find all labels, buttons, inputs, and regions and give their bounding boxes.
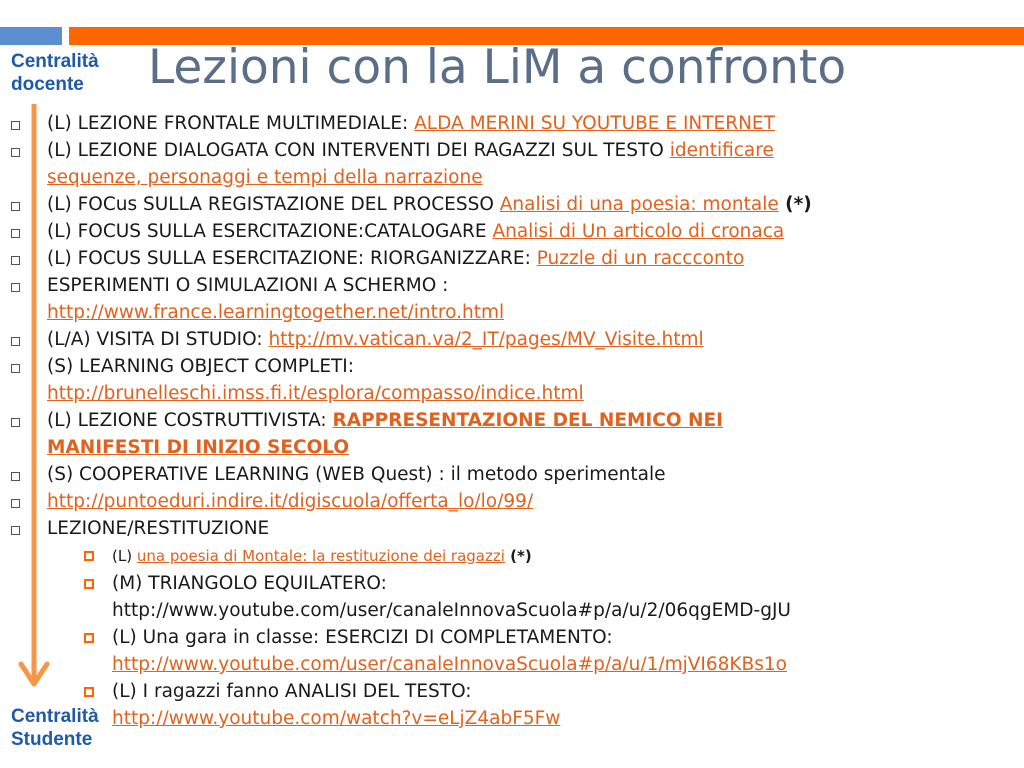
item-url-text: http://www.youtube.com/user/canaleInnovaScuola#p/a/u/2/06qgEMD-gJU bbox=[112, 600, 791, 621]
list-item bbox=[0, 407, 1024, 461]
item-link[interactable]: http://mv.vatican.va/2_IT/pages/MV_Visite.html bbox=[268, 329, 704, 350]
item-link[interactable]: Puzzle di un raccconto bbox=[536, 248, 745, 269]
item-text: (L) FOCus SULLA REGISTAZIONE DEL PROCESSO bbox=[47, 194, 500, 215]
square-bullet-icon bbox=[11, 418, 20, 427]
item-link[interactable]: http://puntoeduri.indire.it/digiscuola/offerta_lo/lo/99/ bbox=[47, 491, 534, 512]
item-link-continued[interactable]: sequenze, personaggi e tempi della narrazione bbox=[47, 167, 483, 188]
item-link[interactable]: http://www.france.learningtogether.net/intro.html bbox=[47, 302, 505, 323]
item-text: (L) FOCUS SULLA ESERCITAZIONE:CATALOGARE bbox=[47, 221, 493, 242]
item-text: (L) LEZIONE DIALOGATA CON INTERVENTI DEI RAGAZZI SUL TESTO bbox=[47, 140, 670, 161]
list-item bbox=[0, 245, 1024, 272]
sub-list-item bbox=[0, 570, 1024, 624]
list-item bbox=[0, 353, 1024, 407]
list-item bbox=[0, 461, 1024, 488]
list-item bbox=[0, 191, 1024, 218]
square-bullet-icon bbox=[11, 256, 20, 265]
item-text: (L) FOCUS SULLA ESERCITAZIONE: RIORGANIZZARE: bbox=[47, 248, 537, 269]
list-item bbox=[0, 137, 1024, 191]
item-text: (S) COOPERATIVE LEARNING (WEB Quest) : il metodo sperimentale bbox=[47, 464, 666, 485]
item-link[interactable]: una poesia di Montale: la restituzione dei ragazzi bbox=[136, 547, 505, 565]
item-text: ESPERIMENTI O SIMULAZIONI A SCHERMO : bbox=[47, 275, 449, 296]
item-suffix: (*) bbox=[778, 194, 812, 215]
square-bullet-icon bbox=[11, 499, 20, 508]
side-label-top-line2: docente bbox=[11, 74, 84, 95]
square-bullet-icon bbox=[11, 148, 20, 157]
item-text: (S) LEARNING OBJECT COMPLETI: bbox=[47, 356, 354, 377]
square-bullet-icon bbox=[11, 283, 20, 292]
item-text: (L) LEZIONE COSTRUTTIVISTA: bbox=[47, 410, 333, 431]
sub-list-item bbox=[0, 542, 1024, 570]
slide-title: Lezioni con la LiM a confronto bbox=[148, 40, 847, 95]
square-bullet-icon bbox=[84, 687, 94, 697]
item-link[interactable]: http://www.youtube.com/watch?v=eLjZ4abF5Fw bbox=[112, 708, 561, 729]
list-item bbox=[0, 488, 1024, 515]
item-link[interactable]: Analisi di una poesia: montale bbox=[499, 194, 779, 215]
side-label-bottom-line1: Centralità bbox=[11, 706, 99, 727]
item-text: LEZIONE/RESTITUZIONE bbox=[47, 518, 270, 539]
square-bullet-icon bbox=[11, 472, 20, 481]
item-link-continued[interactable]: MANIFESTI DI INIZIO SECOLO bbox=[47, 437, 350, 458]
square-bullet-icon bbox=[11, 337, 20, 346]
item-link[interactable]: ALDA MERINI SU YOUTUBE E INTERNET bbox=[414, 113, 775, 134]
item-link[interactable]: identificare bbox=[669, 140, 774, 161]
side-label-top-line1: Centralità bbox=[11, 51, 99, 72]
square-bullet-icon bbox=[11, 229, 20, 238]
item-suffix: (*) bbox=[504, 547, 532, 565]
square-bullet-icon bbox=[11, 526, 20, 535]
header-bar-blue bbox=[0, 27, 62, 45]
sub-list-item bbox=[0, 678, 1024, 732]
item-text: (L) Una gara in classe: ESERCIZI DI COMPLETAMENTO: bbox=[112, 627, 613, 648]
item-text: (L/A) VISITA DI STUDIO: bbox=[47, 329, 269, 350]
square-bullet-icon bbox=[84, 579, 94, 589]
item-link[interactable]: Analisi di Un articolo di cronaca bbox=[492, 221, 785, 242]
bullet-list bbox=[0, 110, 1024, 732]
item-text: (M) TRIANGOLO EQUILATERO: bbox=[112, 573, 387, 594]
list-item bbox=[0, 515, 1024, 542]
list-item bbox=[0, 326, 1024, 353]
list-item bbox=[0, 218, 1024, 245]
side-label-docente bbox=[11, 50, 99, 96]
square-bullet-icon bbox=[11, 202, 20, 211]
item-text: (L) bbox=[112, 547, 137, 565]
list-item bbox=[0, 110, 1024, 137]
side-label-bottom-line2: Studente bbox=[11, 729, 93, 750]
item-text: (L) I ragazzi fanno ANALISI DEL TESTO: bbox=[112, 681, 472, 702]
item-link[interactable]: RAPPRESENTAZIONE DEL NEMICO NEI bbox=[332, 410, 724, 431]
list-item bbox=[0, 272, 1024, 326]
sub-list-item bbox=[0, 624, 1024, 678]
square-bullet-icon bbox=[11, 364, 20, 373]
side-label-studente bbox=[11, 705, 99, 751]
square-bullet-icon bbox=[11, 121, 20, 130]
square-bullet-icon bbox=[84, 551, 94, 561]
square-bullet-icon bbox=[84, 633, 94, 643]
item-link[interactable]: http://brunelleschi.imss.fi.it/esplora/compasso/indice.html bbox=[47, 383, 584, 404]
item-text: (L) LEZIONE FRONTALE MULTIMEDIALE: bbox=[47, 113, 415, 134]
item-link[interactable]: http://www.youtube.com/user/canaleInnovaScuola#p/a/u/1/mjVI68KBs1o bbox=[112, 654, 787, 675]
